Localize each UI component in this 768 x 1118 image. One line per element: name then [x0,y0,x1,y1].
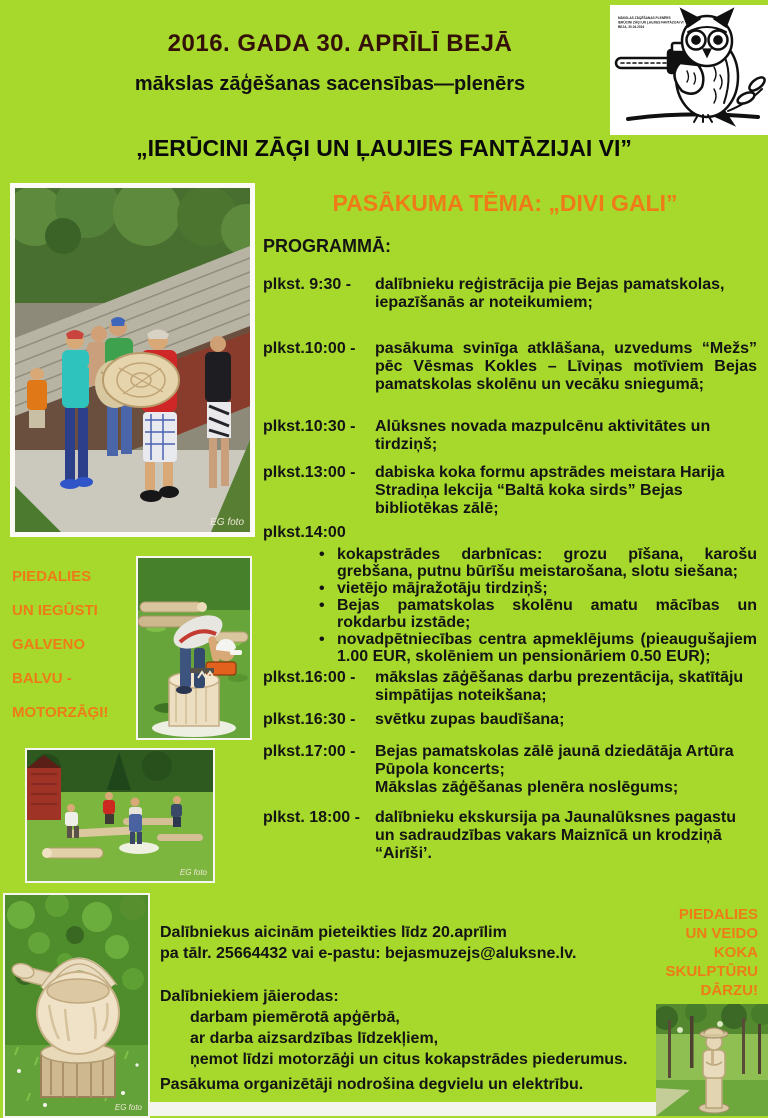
schedule-item [263,418,757,454]
schedule-time: plkst.16:30 - [263,711,356,728]
logo-caption-line: BEJA, 30.04.2016 [618,25,645,29]
schedule-time: plkst.10:30 - [263,418,356,435]
schedule-item [263,743,757,797]
bottom-white-strip [150,1102,656,1116]
schedule-text: dalībnieku reģistrācija pie Bejas pamatskolas, iepazīšanās ar noteikumiem; [375,276,725,311]
schedule-text: dabiska koka formu apstrādes meistara Harija Stradiņa lekcija “Baltā koka sirds” Bejas bibliotēkas zālē; [375,464,725,517]
promo-line: DĀRZU! [700,982,758,999]
promo-line: UN IEGŪSTI [12,602,98,619]
schedule-bullet-item: • novadpētniecības centra apmeklējums (pieaugušajiem 1.00 EUR, skolēniem un pensionāriem 0.50 EUR); [315,631,757,665]
photo-watermark: EG foto [179,868,207,877]
owl-chainsaw-icon [610,5,768,135]
schedule-time: plkst.13:00 - [263,464,356,481]
invite-line: pa tālr. 25664432 vai e-pastu: bejasmuzejs@aluksne.lv. [160,945,577,962]
schedule-item [263,276,757,312]
organizer-note: Pasākuma organizētāji nodrošina degvielu un elektrību. [160,1076,584,1093]
schedule-time: plkst.14:00 [263,524,346,541]
promo-line: BALVU - [12,670,72,687]
photo-sculpture-garden [656,1004,768,1116]
schedule-text: svētku zupas baudīšana; [375,711,565,728]
schedule-time: plkst. 9:30 - [263,276,352,293]
photo-watermark: EG foto [210,517,244,528]
requirements-label: Dalībniekiem jāierodas: [160,988,339,1005]
requirement-item: ņemot līdzi motorzāģi un citus kokapstrādes piederumus. [190,1051,628,1068]
schedule-text-line: Bejas pamatskolas zālē jaunā dziedātāja Artūra Pūpola koncerts; [375,743,734,778]
schedule-bullet-item: • vietējo mājražotāju tirdziņš; [315,580,757,597]
main-heading: „IERŪCINI ZĀĢI UN ĻAUJIES FANTĀZIJAI VI” [136,135,632,161]
schedule-item [263,809,757,863]
photo-sawing-field-image [27,750,213,881]
promo-main-prize [12,568,108,738]
schedule-text [375,743,757,797]
schedule-text: mākslas zāģēšanas darbu prezentācija, skatītāju simpātijas noteikšana; [375,669,744,704]
schedule-item [263,464,757,518]
photo-chainsaw-carving [136,556,252,740]
photo-chainsaw-carving-image [138,558,250,738]
requirement-item: darbam piemērotā apģērbā, [190,1009,400,1026]
promo-line: KOKA [713,944,758,961]
schedule-text: pasākuma svinīga atklāšana, uzvedums “Mežs” pēc Vēsmas Kokles – Līviņas motīviem Bejas pamatskolas skolēnu un vecāku sniegumā; [375,340,757,393]
owl-chainsaw-logo [610,5,768,135]
promo-line: SKULPTŪRU [665,963,758,980]
photo-log-carrying [10,183,255,537]
promo-line: GALVENO [12,636,86,653]
schedule-text-line: Mākslas zāģēšanas plenēra noslēgums; [375,779,679,796]
schedule-item [263,711,757,729]
photo-sawing-field [25,748,215,883]
promo-line: UN VEIDO [685,925,758,942]
schedule-time: plkst.10:00 - [263,340,356,357]
promo-line: PIEDALIES [12,568,92,585]
schedule-item [263,524,757,542]
photo-watermark: EG foto [114,1103,142,1112]
schedule-text: Alūksnes novada mazpulcēnu aktivitātes un tirdziņš; [375,418,711,453]
schedule-text: dalībnieku ekskursija pa Jaunalūksnes pagastu un sadraudzības vakars Maiznīcā un krodziņā “Airīši’. [375,809,737,862]
photo-sculpture-garden-image [656,1004,768,1116]
photo-wood-sculpture-bowl-image [5,895,148,1116]
promo-line: PIEDALIES [678,906,758,923]
logo-caption-line: IERŪCINI ZĀĢI UN ĻAUJIES FANTĀZIJAI VI [618,20,684,25]
theme-heading: PASĀKUMA TĒMA: „DIVI GALI” [332,190,678,216]
schedule-time: plkst.17:00 - [263,743,356,760]
poster-title: 2016. GADA 30. APRĪLĪ BEJĀ [167,30,513,57]
logo-caption-line: MĀKSLAS ZĀĢĒŠANAS PLENĒRS [618,16,671,20]
promo-line: MOTORZĀĢI! [12,704,109,721]
schedule-bullet-item: • kokapstrādes darbnīcas: grozu pīšana, karošu grebšana, putnu būrīšu meistarošana, slotu siešana; [315,546,757,580]
program-schedule [263,276,757,863]
schedule-time: plkst.16:00 - [263,669,356,686]
schedule-bullet-list [315,546,757,665]
photo-log-carrying-image [15,188,250,532]
schedule-time: plkst. 18:00 - [263,809,360,826]
schedule-item [263,669,757,705]
requirement-item: ar darba aizsardzības līdzekļiem, [190,1030,439,1047]
invite-line: Dalībniekus aicinām pieteikties līdz 20.aprīlim [160,924,507,941]
poster-subtitle: mākslas zāģēšanas sacensības—plenērs [134,73,526,95]
footer-info [160,922,665,1095]
program-label: PROGRAMMĀ: [263,236,391,256]
schedule-item [263,340,757,394]
schedule-bullet-item: • Bejas pamatskolas skolēnu amatu mācības un rokdarbu izstāde; [315,597,757,631]
photo-wood-sculpture-bowl [3,893,150,1118]
